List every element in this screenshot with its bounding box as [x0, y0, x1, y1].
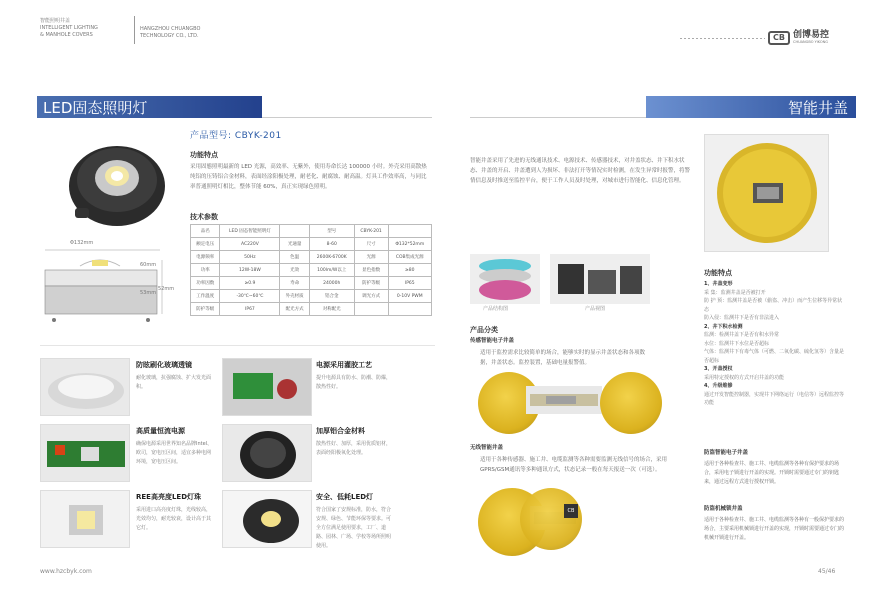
- category-1-text: 适用于监控需求比较简单的场合，能够实时的显示井盖状态和各项数据，井盖状态。监控装置，基础电量报警值。: [480, 350, 646, 366]
- function-item: 通过开发智能控制器，实现井下网络运行（电信等）远程监控等功能: [704, 391, 845, 406]
- category-2-title: 无线智能井盖: [470, 445, 504, 451]
- spec-cell: 防护等级: [191, 303, 220, 316]
- spec-cell: 额定电压: [191, 238, 220, 251]
- wireless-cover-image-2: [520, 488, 582, 550]
- header-category-cn: 智能照明井盖: [40, 18, 71, 24]
- spec-row: [191, 290, 432, 303]
- spec-cell: 寿命: [280, 277, 309, 290]
- spec-cell: -30℃~60℃: [220, 290, 280, 303]
- feature-section-rule: [40, 345, 435, 346]
- category-1-title: 传感智能电子井盖: [470, 338, 515, 344]
- right-banner: [646, 96, 856, 118]
- spec-cell: 配光方式: [280, 303, 309, 316]
- spec-cell: 防护等级: [354, 277, 388, 290]
- caption-product-view: 产品视图: [585, 306, 606, 312]
- category-title: 产品分类: [470, 326, 498, 334]
- params-title: 技术参数: [190, 213, 218, 221]
- feature-title-1: 防眩刷化玻璃透镜: [136, 361, 192, 369]
- company-logo: [768, 30, 829, 45]
- spec-row: [191, 225, 432, 238]
- feature-image-led-chip: [40, 490, 130, 548]
- header-category-en-1: INTELLIGENT LIGHTING: [40, 25, 98, 31]
- spec-table: [190, 224, 432, 316]
- spec-cell: [354, 303, 388, 316]
- electronic-cover-image-2: [600, 372, 662, 434]
- function-list: [704, 280, 844, 408]
- feature-text-4: 散热性好、加厚，采用优质铝材，表面经阳极氧化处理。: [316, 441, 392, 456]
- spec-cell: 光效: [280, 264, 309, 277]
- spec-cell: Φ132*52mm: [388, 238, 431, 251]
- function-heading: 1、井盖变形: [704, 281, 733, 287]
- feature-image-aluminum-housing: [222, 424, 312, 482]
- spec-cell: COB集成光源: [388, 251, 431, 264]
- features-title: 功能特点: [190, 151, 218, 159]
- header-company-line1: HANGZHOU CHUANGBO: [140, 26, 201, 32]
- feature-text-6: 符合国家了安规标准，防水，符合安规、绿色、节能环保等要求。可全方位满足使用要求，工厂、道路、园林、广场、学校等场所照明使用。: [316, 507, 392, 549]
- spec-cell: 调光方式: [354, 290, 388, 303]
- spec-cell: 功率: [191, 264, 220, 277]
- spec-row: [191, 251, 432, 264]
- spec-row: [191, 264, 432, 277]
- features-text: 采用固態照明最新的 LED 光源，高效率、无紫外，使用寿命长达 100000 小时。外壳采用高散热纯铝的压铸铝合金材料，表面经涂阳极处理，耐老化、耐腐蚀、耐高温。灯具工作效率高，与同比率普通照明灯相比，整体节能 60%，真正实现绿色照明。: [190, 164, 427, 190]
- spec-cell: 尺寸: [354, 238, 388, 251]
- spec-cell: AC220V: [220, 238, 280, 251]
- spec-cell: 12W-18W: [220, 264, 280, 277]
- spec-cell: 2600K-6700K: [309, 251, 354, 264]
- spec-cell: ≥0.9: [220, 277, 280, 290]
- electronic-module-image: [526, 386, 602, 414]
- feature-title-3: 高质量恒流电源: [136, 427, 185, 435]
- feature-image-potted-power: [222, 358, 312, 416]
- feature-title-5: REE高亮度LED灯珠: [136, 493, 202, 501]
- left-banner-title: LED固态照明灯: [43, 98, 148, 117]
- function-item: 防 护 预：监测井盖是否被（偷盗、冲击）而产生位移等异常状态: [704, 298, 843, 313]
- feature-image-driver-board: [40, 424, 130, 482]
- spec-cell: 0-10V PWM: [388, 290, 431, 303]
- dim-height-3: 52mm: [158, 286, 175, 292]
- feature-text-5: 采用进口高亮度灯珠，光线较高，光效均匀，耐光较衰，设计高于其它灯。: [136, 507, 212, 531]
- feature-title-4: 加厚铝合金材料: [316, 427, 365, 435]
- manhole-hero-image: [704, 134, 829, 252]
- feature-image-safe-led-lamp: [222, 490, 312, 548]
- caption-structure: 产品结构图: [483, 306, 509, 312]
- function-heading: 3、开盖授权: [704, 366, 733, 372]
- feature-title-2: 电源采用灌胶工艺: [316, 361, 372, 369]
- right-banner-title: 智能井盖: [787, 98, 848, 117]
- spec-cell: 色温: [280, 251, 309, 264]
- spec-cell: 功率因数: [191, 277, 220, 290]
- footer-url: www.hzcbyk.com: [40, 568, 92, 575]
- spec-cell: 外壳材质: [280, 290, 309, 303]
- spec-cell: 型号: [309, 225, 354, 238]
- header-category-en-2: & MANHOLE COVERS: [40, 32, 93, 38]
- logo-mark-icon: CB: [768, 31, 790, 45]
- spec-cell: IP67: [220, 303, 280, 316]
- feature-image-glass-lens: [40, 358, 130, 416]
- spec-cell: 工作温度: [191, 290, 220, 303]
- dim-height-1: 60mm: [140, 262, 157, 268]
- spec-cell: 显色指数: [354, 264, 388, 277]
- page-number: 45/46: [818, 568, 836, 575]
- spec-cell: 100lm/W以上: [309, 264, 354, 277]
- spec-cell: 24000h: [309, 277, 354, 290]
- spec-cell: 电源频率: [191, 251, 220, 264]
- function-item: 气体：监测井下有毒气体（可燃、二氧化碳、硫化氢等）含量是否超标: [704, 349, 845, 364]
- spec-cell: 铝合金: [309, 290, 354, 303]
- left-banner-rule: [262, 117, 432, 118]
- spec-cell: 对称配光: [309, 303, 354, 316]
- spec-cell: [388, 303, 431, 316]
- header-left-block: [40, 18, 98, 39]
- feature-text-1: 耐化玻璃，抗强腐蚀、扩大发光面积。: [136, 375, 212, 390]
- spec-cell: CBYK-201: [354, 225, 388, 238]
- app-1-text: 适用于各种检查井、施工井、电缆监测等各种有保护要求的场合，采用电子锁进行开盖的实现。开锁时需要通过专门的钥匙来，通过远程方式进行授权开锁。: [704, 461, 840, 485]
- spec-cell: 光源: [354, 251, 388, 264]
- app-2-title: 防盗机械锁井盖: [704, 506, 743, 512]
- feature-text-2: 提升电源具有防水、防潮、防爆，散热性好。: [316, 375, 392, 390]
- app-1-title: 防盗智能电子井盖: [704, 450, 749, 456]
- spec-row: [191, 238, 432, 251]
- function-heading: 4、升级维修: [704, 383, 733, 389]
- spec-cell: 品名: [191, 225, 220, 238]
- right-banner-rule: [470, 117, 646, 118]
- spec-row: [191, 303, 432, 316]
- spec-row: [191, 277, 432, 290]
- category-2-text: 适用于各种传感器、施工井、电缆监测等各种需要监测无线信号的场合，采用GPRS/GSM通讯等多种通讯方式，状态记录一般在每天报送一次（可选）。: [480, 457, 668, 473]
- product-lamp-image: [55, 128, 175, 238]
- function-item: 采用特定授权的方式开启井盖的功能: [704, 374, 785, 381]
- function-item: 水位：监测井下水位是否超标: [704, 340, 770, 347]
- function-item: 采 集：监测井盖是否被打开: [704, 289, 766, 296]
- function-item: 监测：检测井盖下是否有积水异常: [704, 332, 780, 338]
- left-banner: [37, 96, 262, 118]
- app-2-text: 适用于各种检查井、施工井、电缆监测等各种有一般保护要求的场合，主要采用机械锁进行开盖的实现，开锁时需要通过专门的机械开锁进行开盖。: [704, 517, 845, 541]
- function-title: 功能特点: [704, 269, 732, 277]
- function-heading: 2、井下积水检测: [704, 323, 743, 330]
- spec-cell: ≥80: [388, 264, 431, 277]
- cb-device-badge: CB: [564, 504, 578, 518]
- dimension-drawing: [40, 246, 170, 331]
- header-dotted-line: [680, 38, 765, 39]
- product-model: 产品型号: CBYK-201: [190, 131, 282, 141]
- spec-cell: 光通量: [280, 238, 309, 251]
- product-view-image: [550, 254, 650, 304]
- header-company: [140, 26, 200, 40]
- feature-title-6: 安全、低耗LED灯: [316, 493, 374, 501]
- spec-cell: [388, 225, 431, 238]
- spec-cell: IP65: [388, 277, 431, 290]
- dim-width-label: Φ132mm: [70, 240, 94, 246]
- spec-cell: 50Hz: [220, 251, 280, 264]
- header-company-line2: TECHNOLOGY CO., LTD.: [140, 33, 199, 39]
- dim-height-2: 53mm: [140, 290, 157, 296]
- spec-cell: 8-60: [309, 238, 354, 251]
- header-divider-1: [134, 16, 135, 44]
- logo-en: CHUANGBO YIKONG: [793, 40, 828, 44]
- spec-cell: LED 固态智能照明灯: [220, 225, 280, 238]
- function-item: 防入侵：监测井下是否有非法进入: [704, 315, 780, 321]
- structure-image: [470, 254, 540, 304]
- spec-cell: [280, 225, 309, 238]
- feature-text-3: 确保电源采用世界知名品牌Intel、欧司，宽电压区间，适宜多种电网环境，宽电压区间。: [136, 441, 213, 465]
- logo-cn: 创博易控: [793, 30, 830, 40]
- intro-text: 智能井盖采用了先进的无线通讯技术、电源技术、传感器技术，对井盖状态、井下积水状态、井盖的开启、井盖遭到人为损坏、非法打开等情况实时检测，在发生异常时报警，将警情信息及时推送至监控平台，便于工作人员及时处理，对城市进行智能化、信息化管理。: [470, 158, 691, 184]
